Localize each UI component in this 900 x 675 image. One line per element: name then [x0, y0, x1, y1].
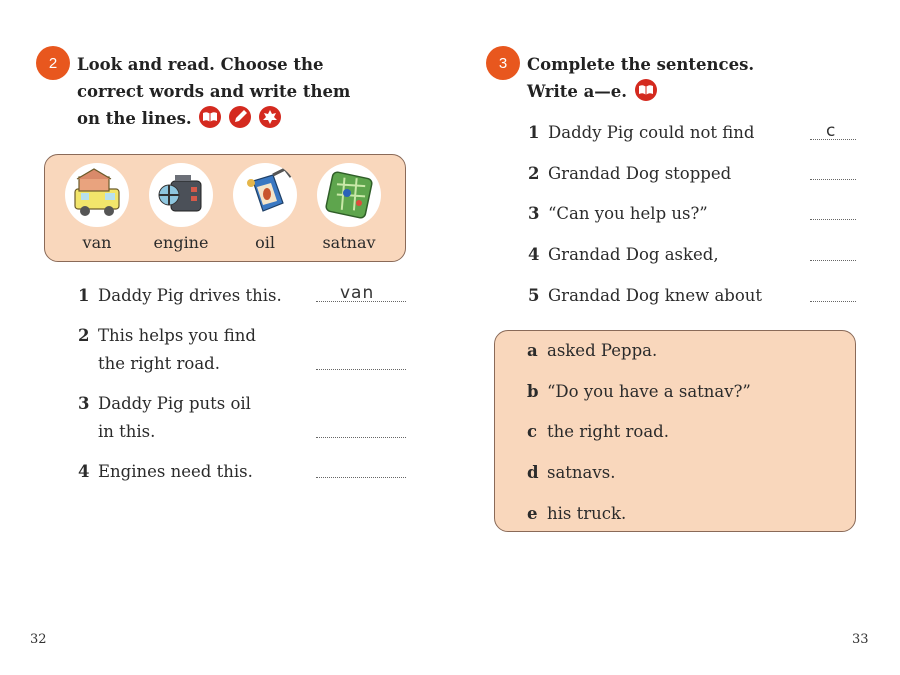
- pencil-icon: [229, 106, 251, 128]
- question-number: 4: [78, 462, 90, 481]
- question-number: 3: [78, 394, 90, 413]
- option-letter: c: [527, 422, 538, 441]
- question-text: in this.: [98, 422, 156, 441]
- sentence-answer-line-4[interactable]: [810, 260, 856, 261]
- page-number-right: 33: [852, 632, 869, 647]
- satnav-icon: [317, 163, 381, 227]
- sentence-answer-line-2[interactable]: [810, 179, 856, 180]
- sentence-text: Grandad Dog asked,: [548, 245, 719, 264]
- exercise-2-instruction: [77, 51, 350, 132]
- exercise-3-instruction: [527, 51, 754, 105]
- van-icon: [65, 163, 129, 227]
- answer-1-text: van: [340, 283, 375, 303]
- answer-line-3[interactable]: [316, 437, 406, 438]
- option-text: the right road.: [547, 422, 669, 441]
- question-text: This helps you find: [98, 326, 256, 345]
- option-letter: d: [527, 463, 539, 482]
- instruction-line-text: Write a—e.: [527, 82, 628, 101]
- instruction-line: Look and read. Choose the: [77, 55, 324, 74]
- sentence-number: 2: [528, 164, 540, 183]
- option-text: asked Peppa.: [547, 341, 658, 360]
- instruction-line: [77, 105, 350, 132]
- option-text: his truck.: [547, 504, 627, 523]
- sentence-text: Grandad Dog knew about: [548, 286, 763, 305]
- word-oil: oil: [255, 233, 275, 252]
- word-van: van: [82, 233, 112, 252]
- sentence-answer-line-3[interactable]: [810, 219, 856, 220]
- answer-line-2[interactable]: [316, 369, 406, 370]
- instruction-line: [527, 78, 754, 105]
- option-letter: a: [527, 341, 538, 360]
- question-text: Daddy Pig drives this.: [98, 286, 282, 305]
- exercise-3-badge: 3: [486, 46, 520, 80]
- sentence-text: Grandad Dog stopped: [548, 164, 732, 183]
- oil-can-icon: [233, 163, 297, 227]
- option-e: [527, 504, 626, 523]
- sentence-number: 4: [528, 245, 540, 264]
- book-icon: [635, 79, 657, 101]
- word-engine: engine: [153, 233, 209, 252]
- sentence-answer-line-5[interactable]: [810, 301, 856, 302]
- sentence-number: 1: [528, 123, 540, 142]
- options-panel: [494, 330, 856, 532]
- question-text: Daddy Pig puts oil: [98, 394, 251, 413]
- instruction-line: correct words and write them: [77, 82, 351, 101]
- option-c: [527, 422, 669, 441]
- question-number: 2: [78, 326, 90, 345]
- question-text: Engines need this.: [98, 462, 253, 481]
- sentence-number: 5: [528, 286, 540, 305]
- instruction-line: Complete the sentences.: [527, 55, 755, 74]
- option-letter: b: [527, 382, 539, 401]
- word-satnav: satnav: [322, 233, 376, 252]
- engine-icon: [149, 163, 213, 227]
- book-icon: [199, 106, 221, 128]
- exercise-2-badge: 2: [36, 46, 70, 80]
- word-bank-panel: [44, 154, 406, 262]
- sentence-number: 3: [528, 204, 540, 223]
- instruction-line-text: on the lines.: [77, 109, 192, 128]
- option-text: “Do you have a satnav?”: [547, 382, 751, 401]
- option-b: [527, 382, 751, 401]
- option-text: satnavs.: [547, 463, 616, 482]
- sentence-text: Daddy Pig could not find: [548, 123, 755, 142]
- sentence-text: “Can you help us?”: [548, 204, 708, 223]
- question-text: the right road.: [98, 354, 220, 373]
- sentence-1-answer: c: [826, 121, 837, 141]
- option-d: [527, 463, 615, 482]
- sticker-icon: [259, 106, 281, 128]
- option-letter: e: [527, 504, 538, 523]
- page-number-left: 32: [30, 632, 47, 647]
- answer-line-4[interactable]: [316, 477, 406, 478]
- question-number: 1: [78, 286, 90, 305]
- option-a: [527, 341, 657, 360]
